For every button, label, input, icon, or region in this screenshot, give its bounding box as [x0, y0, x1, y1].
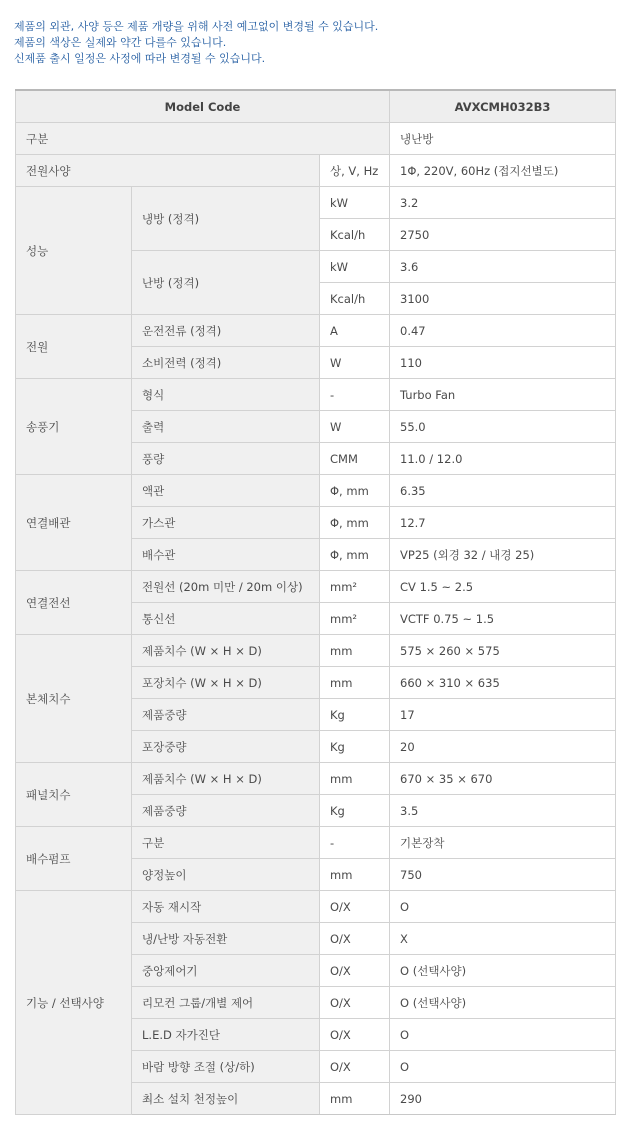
unit-cell: mm — [320, 635, 390, 667]
value-cell: 290 — [390, 1083, 616, 1115]
value-cell: 6.35 — [390, 475, 616, 507]
spec-row — [16, 891, 616, 923]
value-cell: 17 — [390, 699, 616, 731]
item-label: 양정높이 — [132, 859, 320, 891]
unit-cell: mm² — [320, 571, 390, 603]
group-label: 본체치수 — [16, 635, 132, 763]
spec-row — [16, 827, 616, 859]
value-cell: O (선택사양) — [390, 987, 616, 1019]
power-spec-row — [16, 155, 616, 187]
item-label: 난방 (정격) — [132, 251, 320, 315]
unit-cell: W — [320, 411, 390, 443]
value-cell: O (선택사양) — [390, 955, 616, 987]
value-cell: CV 1.5 ~ 2.5 — [390, 571, 616, 603]
item-label: 구분 — [132, 827, 320, 859]
unit-cell: - — [320, 379, 390, 411]
value-cell: VP25 (외경 32 / 내경 25) — [390, 539, 616, 571]
power-spec-label: 전원사양 — [16, 155, 320, 187]
unit-cell: Φ, mm — [320, 475, 390, 507]
unit-cell: A — [320, 315, 390, 347]
unit-cell: O/X — [320, 1051, 390, 1083]
value-cell: 575 × 260 × 575 — [390, 635, 616, 667]
value-cell: 기본장착 — [390, 827, 616, 859]
power-spec-value: 1Φ, 220V, 60Hz (접지선별도) — [390, 155, 616, 187]
item-label: 형식 — [132, 379, 320, 411]
value-cell: O — [390, 891, 616, 923]
group-label: 전원 — [16, 315, 132, 379]
item-label: 제품치수 (W × H × D) — [132, 635, 320, 667]
unit-cell: mm² — [320, 603, 390, 635]
item-label: 배수관 — [132, 539, 320, 571]
spec-row — [16, 475, 616, 507]
item-label: 자동 재시작 — [132, 891, 320, 923]
group-label: 연결전선 — [16, 571, 132, 635]
spec-row — [16, 379, 616, 411]
unit-cell: Φ, mm — [320, 507, 390, 539]
type-label: 구분 — [16, 123, 390, 155]
item-label: 통신선 — [132, 603, 320, 635]
value-cell: 660 × 310 × 635 — [390, 667, 616, 699]
unit-cell: O/X — [320, 955, 390, 987]
item-label: 냉방 (정격) — [132, 187, 320, 251]
spec-row — [16, 315, 616, 347]
item-label: 바람 방향 조절 (상/하) — [132, 1051, 320, 1083]
unit-cell: Kg — [320, 731, 390, 763]
power-spec-unit: 상, V, Hz — [320, 155, 390, 187]
value-cell: 55.0 — [390, 411, 616, 443]
item-label: 최소 설치 천정높이 — [132, 1083, 320, 1115]
spec-table — [15, 89, 616, 1115]
unit-cell: mm — [320, 667, 390, 699]
group-label: 성능 — [16, 187, 132, 315]
value-cell: 110 — [390, 347, 616, 379]
item-label: 액관 — [132, 475, 320, 507]
group-label: 기능 / 선택사양 — [16, 891, 132, 1115]
notice-line: 제품의 외관, 사양 등은 제품 개량을 위해 사전 예고없이 변경될 수 있습니다. — [14, 20, 379, 33]
model-code-value: AVXCMH032B3 — [390, 90, 616, 123]
value-cell: VCTF 0.75 ~ 1.5 — [390, 603, 616, 635]
group-label: 배수펌프 — [16, 827, 132, 891]
value-cell: 3.2 — [390, 187, 616, 219]
unit-cell: Kcal/h — [320, 219, 390, 251]
item-label: L.E.D 자가진단 — [132, 1019, 320, 1051]
item-label: 가스관 — [132, 507, 320, 539]
type-value: 냉난방 — [390, 123, 616, 155]
value-cell: 12.7 — [390, 507, 616, 539]
notice-line: 제품의 색상은 실제와 약간 다를수 있습니다. — [14, 36, 227, 49]
item-label: 소비전력 (정격) — [132, 347, 320, 379]
unit-cell: kW — [320, 251, 390, 283]
value-cell: 0.47 — [390, 315, 616, 347]
unit-cell: - — [320, 827, 390, 859]
value-cell: 11.0 / 12.0 — [390, 443, 616, 475]
unit-cell: W — [320, 347, 390, 379]
item-label: 냉/난방 자동전환 — [132, 923, 320, 955]
unit-cell: O/X — [320, 987, 390, 1019]
unit-cell: mm — [320, 1083, 390, 1115]
item-label: 풍량 — [132, 443, 320, 475]
value-cell: Turbo Fan — [390, 379, 616, 411]
spec-row — [16, 187, 616, 219]
unit-cell: Φ, mm — [320, 539, 390, 571]
unit-cell: mm — [320, 763, 390, 795]
unit-cell: O/X — [320, 891, 390, 923]
value-cell: 3.6 — [390, 251, 616, 283]
item-label: 전원선 (20m 미만 / 20m 이상) — [132, 571, 320, 603]
unit-cell: O/X — [320, 1019, 390, 1051]
item-label: 리모컨 그룹/개별 제어 — [132, 987, 320, 1019]
unit-cell: O/X — [320, 923, 390, 955]
unit-cell: Kcal/h — [320, 283, 390, 315]
value-cell: 670 × 35 × 670 — [390, 763, 616, 795]
notice-block — [14, 19, 378, 67]
item-label: 중앙제어기 — [132, 955, 320, 987]
notice-line: 신제품 출시 일정은 사정에 따라 변경될 수 있습니다. — [14, 52, 266, 65]
value-cell: 3.5 — [390, 795, 616, 827]
value-cell: O — [390, 1019, 616, 1051]
header-row — [16, 90, 616, 123]
unit-cell: kW — [320, 187, 390, 219]
spec-row — [16, 763, 616, 795]
value-cell: 20 — [390, 731, 616, 763]
group-label: 패널치수 — [16, 763, 132, 827]
spec-row — [16, 571, 616, 603]
item-label: 제품중량 — [132, 795, 320, 827]
value-cell: 2750 — [390, 219, 616, 251]
value-cell: 750 — [390, 859, 616, 891]
group-label: 연결배관 — [16, 475, 132, 571]
group-label: 송풍기 — [16, 379, 132, 475]
value-cell: 3100 — [390, 283, 616, 315]
value-cell: X — [390, 923, 616, 955]
item-label: 포장치수 (W × H × D) — [132, 667, 320, 699]
unit-cell: Kg — [320, 795, 390, 827]
item-label: 포장중량 — [132, 731, 320, 763]
unit-cell: CMM — [320, 443, 390, 475]
model-code-label: Model Code — [16, 90, 390, 123]
value-cell: O — [390, 1051, 616, 1083]
item-label: 운전전류 (정격) — [132, 315, 320, 347]
spec-row — [16, 635, 616, 667]
item-label: 출력 — [132, 411, 320, 443]
unit-cell: Kg — [320, 699, 390, 731]
type-row — [16, 123, 616, 155]
unit-cell: mm — [320, 859, 390, 891]
item-label: 제품중량 — [132, 699, 320, 731]
item-label: 제품치수 (W × H × D) — [132, 763, 320, 795]
